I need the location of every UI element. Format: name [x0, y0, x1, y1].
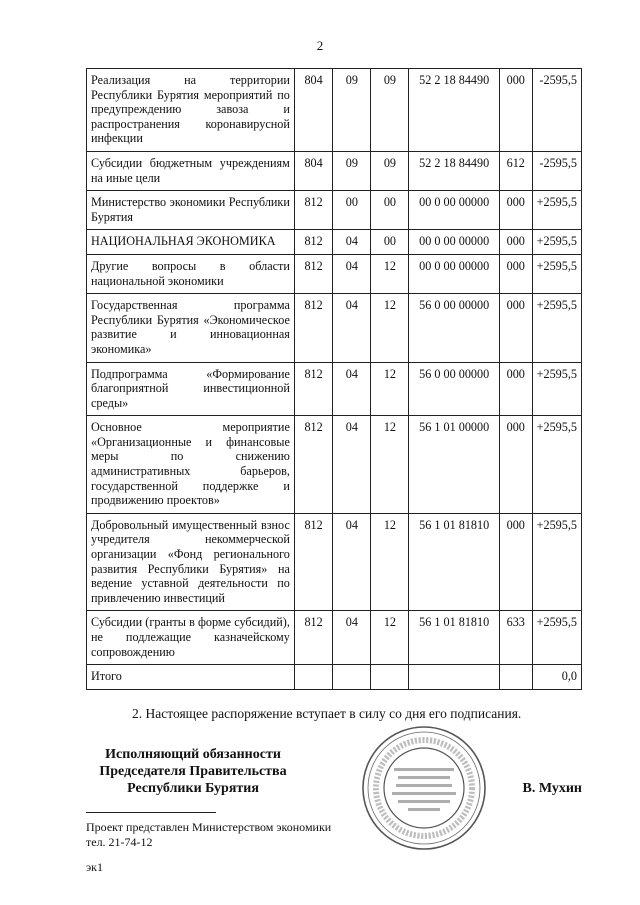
footnote-line-1: Проект представлен Министерством экономики — [86, 820, 332, 834]
table-row-total — [87, 665, 582, 690]
signer-name: В. Мухин — [522, 781, 582, 796]
signer-title-line-1: Исполняющий обязанности — [105, 747, 281, 762]
row-amount: +2595,5 — [532, 254, 581, 293]
row-name: Итого — [87, 665, 295, 690]
row-amount: +2595,5 — [532, 611, 581, 665]
row-target-article: 56 1 01 81810 — [409, 513, 499, 611]
row-subsection-code: 12 — [371, 416, 409, 514]
table-row — [87, 191, 582, 230]
row-target-article: 56 1 01 00000 — [409, 416, 499, 514]
row-subsection-code: 00 — [371, 191, 409, 230]
row-target-article: 52 2 18 84490 — [409, 151, 499, 190]
row-section-code: 09 — [333, 69, 371, 152]
budget-table — [86, 68, 582, 690]
row-section-code: 04 — [333, 416, 371, 514]
row-target-article: 56 1 01 81810 — [409, 611, 499, 665]
row-amount: -2595,5 — [532, 69, 581, 152]
row-subsection-code: 09 — [371, 69, 409, 152]
row-admin-code: 812 — [294, 254, 332, 293]
row-section-code: 04 — [333, 294, 371, 362]
row-subsection-code: 12 — [371, 611, 409, 665]
row-amount: +2595,5 — [532, 191, 581, 230]
official-stamp-icon — [360, 724, 488, 852]
row-name: Субсидии (гранты в форме субсидий), не подлежащие казначейскому сопровождению — [87, 611, 295, 665]
row-target-article: 00 0 00 00000 — [409, 191, 499, 230]
row-expense-type — [499, 665, 532, 690]
row-name: Добровольный имущественный взнос учредителя некоммерческой организации «Фонд регионального развития Республики Бурятия» на ведение уставной деятельности по привлечению инвестиций — [87, 513, 295, 611]
row-name: НАЦИОНАЛЬНАЯ ЭКОНОМИКА — [87, 230, 295, 255]
row-section-code: 09 — [333, 151, 371, 190]
row-expense-type: 000 — [499, 191, 532, 230]
row-name: Основное мероприятие «Организационные и финансовые меры по снижению административных барьеров, государственной поддержке и продвижению проектов» — [87, 416, 295, 514]
effective-clause: 2. Настоящее распоряжение вступает в силу со дня его подписания. — [132, 706, 522, 721]
row-target-article: 56 0 00 00000 — [409, 294, 499, 362]
row-expense-type: 000 — [499, 513, 532, 611]
table-row — [87, 362, 582, 416]
row-section-code: 04 — [333, 362, 371, 416]
signer-title — [86, 746, 300, 797]
row-name: Субсидии бюджетным учреждениям на иные цели — [87, 151, 295, 190]
row-name: Подпрограмма «Формирование благоприятной инвестиционной среды» — [87, 362, 295, 416]
table-row — [87, 294, 582, 362]
table-row — [87, 151, 582, 190]
row-expense-type: 000 — [499, 69, 532, 152]
table-row — [87, 513, 582, 611]
row-target-article: 00 0 00 00000 — [409, 230, 499, 255]
row-subsection-code: 12 — [371, 254, 409, 293]
row-expense-type: 000 — [499, 294, 532, 362]
table-row — [87, 254, 582, 293]
row-amount: +2595,5 — [532, 294, 581, 362]
row-target-article — [409, 665, 499, 690]
row-name: Государственная программа Республики Бурятия «Экономическое развитие и инновационная экономика» — [87, 294, 295, 362]
row-amount: +2595,5 — [532, 230, 581, 255]
row-admin-code: 812 — [294, 191, 332, 230]
row-target-article: 00 0 00 00000 — [409, 254, 499, 293]
row-subsection-code: 12 — [371, 362, 409, 416]
row-admin-code: 812 — [294, 611, 332, 665]
row-amount: +2595,5 — [532, 513, 581, 611]
row-admin-code: 812 — [294, 513, 332, 611]
footnote — [86, 820, 331, 850]
row-subsection-code: 12 — [371, 294, 409, 362]
row-expense-type: 000 — [499, 416, 532, 514]
row-expense-type: 000 — [499, 362, 532, 416]
row-admin-code: 812 — [294, 230, 332, 255]
row-admin-code: 804 — [294, 151, 332, 190]
row-name: Министерство экономики Республики Бурятия — [87, 191, 295, 230]
row-amount: +2595,5 — [532, 362, 581, 416]
document-code: эк1 — [86, 860, 103, 874]
row-section-code — [333, 665, 371, 690]
table-row — [87, 611, 582, 665]
row-name: Реализация на территории Республики Бурятия мероприятий по предупреждению завоза и распространения коронавирусной инфекции — [87, 69, 295, 152]
table-row — [87, 230, 582, 255]
row-amount: -2595,5 — [532, 151, 581, 190]
row-expense-type: 633 — [499, 611, 532, 665]
row-section-code: 04 — [333, 513, 371, 611]
row-section-code: 04 — [333, 254, 371, 293]
row-expense-type: 000 — [499, 230, 532, 255]
row-admin-code: 804 — [294, 69, 332, 152]
table-row — [87, 416, 582, 514]
signer-title-line-3: Республики Бурятия — [127, 781, 259, 796]
row-expense-type: 612 — [499, 151, 532, 190]
row-section-code: 00 — [333, 191, 371, 230]
table-row — [87, 69, 582, 152]
row-name: Другие вопросы в области национальной экономики — [87, 254, 295, 293]
row-admin-code — [294, 665, 332, 690]
row-target-article: 56 0 00 00000 — [409, 362, 499, 416]
row-amount: 0,0 — [532, 665, 581, 690]
row-target-article: 52 2 18 84490 — [409, 69, 499, 152]
row-section-code: 04 — [333, 230, 371, 255]
row-expense-type: 000 — [499, 254, 532, 293]
row-subsection-code: 00 — [371, 230, 409, 255]
row-admin-code: 812 — [294, 416, 332, 514]
footnote-divider — [86, 812, 216, 813]
row-subsection-code: 12 — [371, 513, 409, 611]
page-number: 2 — [316, 38, 324, 53]
row-subsection-code — [371, 665, 409, 690]
row-admin-code: 812 — [294, 362, 332, 416]
signer-title-line-2: Председателя Правительства — [99, 764, 287, 779]
row-section-code: 04 — [333, 611, 371, 665]
row-amount: +2595,5 — [532, 416, 581, 514]
footnote-line-2: тел. 21-74-12 — [86, 835, 153, 849]
row-admin-code: 812 — [294, 294, 332, 362]
row-subsection-code: 09 — [371, 151, 409, 190]
